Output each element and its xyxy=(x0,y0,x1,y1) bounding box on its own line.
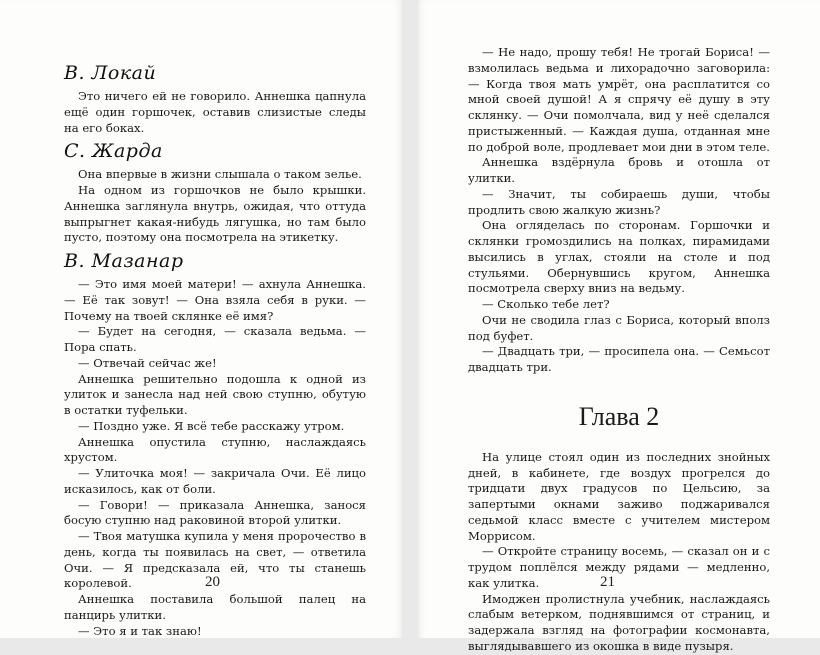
paragraph: На одном из горшочков не было крышки. Аннешка заглянула внутрь, ожидая, что оттуда выпрыгнет какая-нибудь лягушка, но там было пусто, поэтому она посмотрела на этикетку. xyxy=(64,183,366,245)
paragraph: — Отвечай сейчас же! xyxy=(78,355,217,370)
paragraph: — Улиточка моя! — закричала Очи. Её лицо исказилось, как от боли. xyxy=(64,466,366,496)
paragraph: — Не надо, прошу тебя! Не трогай Бориса! — взмолилась ведьма и лихорадочно заговорила: — Когда твоя мать умрёт, она расплатится со мной своей душой! А я спрячу её душу в эту склянку. — Очи помолчала, вид у неё сделался пристыженный. — Каждая душа, отданная мне по доброй воле, продлевает мои дни в этом теле. xyxy=(468,45,770,154)
paragraph: — Твоя матушка купила у меня пророчество в день, когда ты появилась на свет, — ответила Очи. — Я предсказала ей, что ты станешь королевой. xyxy=(64,529,366,591)
paragraph: Она огляделась по сторонам. Горшочки и склянки громоздились на полках, пирамидами высились в углах, стояли на столе и под стульями. Обернувшись кругом, Аннешка посмотрела сверху вниз на ведьму. xyxy=(468,218,770,296)
handwritten-label: В. Мазанар xyxy=(64,250,184,272)
page-number: 20 xyxy=(205,574,220,590)
paragraph: — Будет на сегодня, — сказала ведьма. — Пора спать. xyxy=(64,324,366,354)
handwritten-label: В. Локай xyxy=(64,62,157,84)
paragraph: — Это я и так знаю! xyxy=(78,623,202,638)
paragraph: — Двадцать три, — просипела она. — Семьсот двадцать три. xyxy=(468,344,770,374)
paragraph: Аннешка поставила большой палец на панцирь улитки. xyxy=(64,592,366,622)
paragraph: — Откройте страницу восемь, — сказал он и с трудом поплёлся между рядами — медленно, как улитка. xyxy=(468,544,770,590)
right-page xyxy=(416,0,820,653)
paragraph: — Поздно уже. Я всё тебе расскажу утром. xyxy=(78,418,345,433)
paragraph: — Это имя моей матери! — ахнула Аннешка. — Её так зовут! — Она взяла себя в руки. — Почему на твоей склянке её имя? xyxy=(64,277,366,323)
chapter-heading: Глава 2 xyxy=(578,401,660,431)
left-page-text xyxy=(64,58,366,639)
paragraph: Аннешка вздёрнула бровь и отошла от улитки. xyxy=(468,155,770,185)
handwritten-label: С. Жарда xyxy=(64,140,163,163)
page-number: 21 xyxy=(600,574,615,590)
paragraph: — Сколько тебе лет? xyxy=(482,297,610,311)
right-page-text xyxy=(468,45,770,655)
paragraph: — Говори! — приказала Аннешка, занося босую ступню над раковиной второй улитки. xyxy=(64,497,366,528)
paragraph: Это ничего ей не говорило. Аннешка цапнула ещё один горшочек, оставив слизистые следы на его боках. xyxy=(64,89,366,135)
paragraph: Аннешка решительно подошла к одной из улиток и занесла над ней свою ступню, обутую в остатки туфельки. xyxy=(64,371,366,417)
paragraph: Она впервые в жизни слышала о таком зелье. xyxy=(78,167,362,182)
paragraph: На улице стоял один из последних знойных дней, в кабинете, где воздух прогрелся до тридцати двух градусов по Цельсию, за запертыми окнами заживо поджаривался седьмой класс вместе с учителем мистером Моррисом. xyxy=(468,449,770,543)
left-page xyxy=(0,0,404,638)
paragraph: — Значит, ты собираешь души, чтобы продлить свою жалкую жизнь? xyxy=(468,186,770,217)
paragraph: Имоджен пролистнула учебник, наслаждаясь слабым ветерком, поднявшимся от страниц, и задержала взгляд на фотографии космонавта, выглядывавшего из окошка в виде пузыря. xyxy=(468,591,770,653)
paragraph: Очи не сводила глаз с Бориса, который вполз под буфет. xyxy=(468,312,770,343)
paragraph: Аннешка опустила ступню, наслаждаясь хрустом. xyxy=(64,434,366,465)
